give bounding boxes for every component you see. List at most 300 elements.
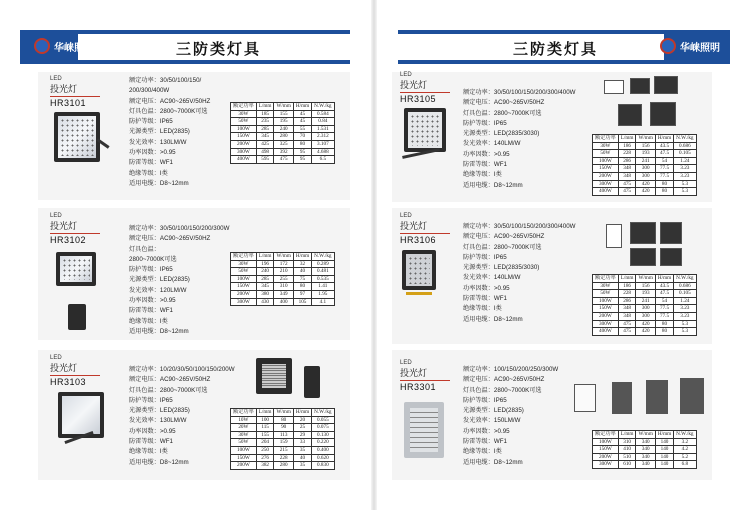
product-heading [50,355,100,387]
table-cell: 150W [593,446,619,454]
table-cell: 475 [618,328,636,336]
product-heading [50,76,100,108]
brand-emblem-icon [34,38,50,54]
product-category: 投光灯 [400,80,428,90]
floodlight-back-image [256,358,292,394]
table-row [231,462,335,470]
spec-line: 发光效率：130LM/W [129,138,187,146]
product-model: HR3106 [400,235,437,245]
table-cell: 0.289 [312,260,334,268]
table-cell: 0.686 [674,282,696,290]
brand-name: 华崃照明 [54,42,94,54]
page-spine [371,0,377,510]
table-cell: 20 [293,416,311,424]
table-cell: 172 [274,260,293,268]
spec-line: 防护等级：IP65 [463,119,507,127]
table-cell: 200W [231,290,257,298]
table-cell: 228 [618,150,636,158]
spec-line: 灯具色温： [129,245,160,253]
table-header-cell: H/mm [655,431,673,439]
table-cell: 80 [293,140,311,148]
spec-line: 绝缘等级：I类 [463,305,502,313]
product-heading [400,360,450,392]
table-header-cell: N.W./kg [312,253,334,261]
floodlight-image [402,250,436,290]
product-model: HR3105 [400,94,437,104]
table-row [593,438,697,446]
table-cell: 0.130 [312,431,334,439]
table-header-cell: W/mm [274,253,293,261]
table-header-cell: H/mm [655,275,673,283]
drawing-side [606,224,622,248]
table-cell: 280 [274,462,293,470]
spec-line: 适用电缆：D8~12mm [463,181,523,189]
table-cell: 300 [636,305,655,313]
brand-logo-right [660,38,720,54]
table-row [231,260,335,268]
table-row [593,142,697,150]
table-cell: 4.688 [312,148,334,156]
table-cell: 255 [274,275,293,283]
spec-line: 额定电压：AC90~265V/50HZ [129,235,211,243]
spec-line: 适用电缆：D8~12mm [463,315,523,323]
table-cell: 150W [231,454,257,462]
brand-emblem-icon [660,38,676,54]
lamp-bracket [406,292,432,295]
table-cell: 200W [593,453,619,461]
section-title-right: 三防类灯具 [513,41,599,58]
table-cell: 300W [231,148,257,156]
table-header-cell: L/mm [618,135,636,143]
spec-line: 额定功率：30/50/100/150/200/300W [129,225,230,232]
table-cell: 392 [274,148,293,156]
table-cell: 150W [593,165,619,173]
table-cell: 285 [256,275,274,283]
table-cell: 10W [231,416,257,424]
table-cell: 475 [274,156,293,164]
table-cell: 100W [231,275,257,283]
spec-line: 防护等级：IP65 [463,396,507,404]
drawing-100w [654,76,678,94]
table-cell: 340 [636,438,655,446]
table-cell: 3.23 [674,305,696,313]
table-cell: 43.5 [655,282,673,290]
table-cell: 380 [256,290,274,298]
table-row [231,424,335,432]
table-cell: 340 [636,446,655,454]
spec-line: 功率因数：>0.95 [463,150,510,158]
table-cell: 54 [655,157,673,165]
table-cell: 100W [593,297,619,305]
table-cell: 300W [593,180,619,188]
table-cell: 0.84 [312,118,334,126]
table-cell: 475 [618,320,636,328]
table-cell: 0.481 [312,268,334,276]
spec-line: 发光效率：150LM/W [463,417,521,425]
table-cell: 240 [274,125,293,133]
table-cell: 156 [636,282,655,290]
table-cell: 100 [256,416,274,424]
table-cell: 475 [618,180,636,188]
table-row [231,133,335,141]
table-cell: 0.220 [312,439,334,447]
table-cell: 4.2 [674,446,696,454]
table-row [231,110,335,118]
table-cell: 105 [293,298,311,306]
table-cell: 186 [618,282,636,290]
table-row [231,283,335,291]
drawing-module-4 [680,378,704,414]
table-cell: 1.95 [312,290,334,298]
floodlight-image [58,392,104,438]
table-cell: 3.23 [674,172,696,180]
table-row [593,172,697,180]
product-model: HR3101 [50,98,87,108]
drawing-front-2 [660,222,682,244]
table-cell: 50W [231,268,257,276]
table-cell: 400W [593,328,619,336]
section-title-left: 三防类灯具 [176,41,262,58]
product-model: HR3103 [50,377,87,387]
table-cell: 100W [231,125,257,133]
table-cell: 195 [274,118,293,126]
table-cell: 610 [618,461,636,469]
floodlight-image [54,112,100,162]
spec-line: 防雷等级：WF1 [463,295,507,303]
table-row [231,156,335,164]
table-cell: 77.5 [655,305,673,313]
product-tag: LED [400,213,412,219]
table-row [593,312,697,320]
module-floodlight-image [404,402,444,458]
table-cell: 185 [256,110,274,118]
floodlight-image [56,252,96,286]
spec-line: 额定功率：30/50/100/150/200/300/400W [463,89,576,96]
table-cell: 193 [636,150,655,158]
table-cell: 420 [636,320,655,328]
table-cell: 310 [618,438,636,446]
table-header-cell: N.W./kg [674,135,696,143]
table-cell: 1.41 [312,283,334,291]
table-row [231,298,335,306]
table-cell: 50W [593,290,619,298]
spec-line: 防雷等级：WF1 [463,161,507,169]
table-row [231,416,335,424]
table-cell: 50W [593,150,619,158]
table-cell: 47.5 [655,150,673,158]
table-cell: 228 [274,454,293,462]
table-cell: 80 [293,283,311,291]
floodlight-side-image [68,304,86,330]
spec-line: 光源类型：LED(2835) [129,276,190,284]
spec-line: 绝缘等级：I类 [129,317,168,325]
table-cell: 325 [274,140,293,148]
heading-underline [400,380,450,381]
spec-line: 额定电压：AC90~265V/50HZ [463,99,545,107]
table-cell: 80 [655,328,673,336]
table-cell: 3.2 [674,438,696,446]
spec-list [463,88,575,191]
table-cell: 77.5 [655,312,673,320]
table-cell: 33 [293,439,311,447]
table-row [593,157,697,165]
drawing-50w [630,78,650,94]
table-cell: 5.3 [674,320,696,328]
spec-line: 光源类型：LED(2835) [463,407,524,415]
product-tag: LED [50,355,62,361]
table-cell: 80 [274,416,293,424]
table-cell: 55 [293,125,311,133]
heading-underline [50,233,100,234]
table-cell: 200W [231,462,257,470]
table-cell: 0.055 [312,416,334,424]
table-cell: 400 [274,298,293,306]
table-cell: 140 [655,453,673,461]
table-cell: 300W [593,461,619,469]
table-row [593,165,697,173]
table-cell: 0.400 [312,446,334,454]
spec-line: 光源类型：LED(2835/3030) [463,264,540,272]
table-row [593,320,697,328]
table-row [593,188,697,196]
table-row [231,439,335,447]
table-cell: 5.2 [674,453,696,461]
spec-line: 适用电缆：D8~12mm [463,458,523,466]
spec-list [129,365,235,468]
product-category: 投光灯 [400,221,428,231]
table-cell: 70 [293,133,311,141]
product-tag: LED [50,213,62,219]
table-cell: 276 [256,454,274,462]
table-cell: 240 [256,268,274,276]
heading-underline [400,233,450,234]
table-row [593,305,697,313]
heading-underline [400,92,450,93]
table-cell: 228 [618,290,636,298]
spec-line: 灯具色温：2800~7000K可选 [463,109,542,117]
table-header-cell: 额定功率 [593,135,619,143]
table-cell: 196 [256,260,274,268]
spec-line: 额定电压：AC90~265V/50HZ [129,97,211,105]
drawing-module-3 [646,380,668,414]
product-category: 投光灯 [400,368,428,378]
table-cell: 475 [618,188,636,196]
spec-line: 灯具色温：2800~7000K可选 [463,386,542,394]
table-cell: 40 [293,454,311,462]
table-cell: 400W [231,156,257,164]
table-header-cell: W/mm [274,103,293,111]
product-heading [400,72,450,104]
header-band [0,24,749,66]
table-cell: 50W [231,439,257,447]
table-cell: 6.5 [312,156,334,164]
spec-line: 光源类型：LED(2835/3030) [463,130,540,138]
spec-line: 适用电缆：D8~12mm [129,179,189,187]
spec-line: 防雷等级：WF1 [129,159,173,167]
table-header-cell: N.W./kg [674,431,696,439]
table-header-cell: 额定功率 [231,103,257,111]
table-header-cell: W/mm [636,135,655,143]
table-cell: 95 [293,156,311,164]
table-cell: 45 [293,118,311,126]
product-model: HR3102 [50,235,87,245]
table-cell: 20W [231,424,257,432]
spec-line: 适用电缆：D8~12mm [129,327,189,335]
table-cell: 100W [593,438,619,446]
table-cell: 155 [256,431,274,439]
table-row [593,297,697,305]
table-cell: 510 [618,453,636,461]
table-cell: 210 [274,268,293,276]
table-cell: 3.23 [674,165,696,173]
spec-line: 额定功率：30/50/100/150/ [129,77,202,84]
table-cell: 43.5 [655,142,673,150]
table-header-cell: L/mm [256,103,274,111]
table-cell: 54 [655,297,673,305]
spec-line: 功率因数：>0.95 [129,149,176,157]
table-cell: 300 [636,165,655,173]
table-cell: 77.5 [655,165,673,173]
table-cell: 280 [274,133,293,141]
product-tag: LED [50,76,62,82]
table-row [231,268,335,276]
table-cell: 159 [274,439,293,447]
dimension-table [230,408,335,470]
table-cell: 100W [593,157,619,165]
table-cell: 0.105 [674,150,696,158]
table-row [231,125,335,133]
spec-line: 绝缘等级：I类 [463,448,502,456]
table-cell: 30W [593,282,619,290]
table-row [593,180,697,188]
spec-line: 功率因数：>0.95 [463,427,510,435]
spec-line: 发光效率：120LM/W [129,286,187,294]
table-row [231,148,335,156]
spec-line: 适用电缆：D8~12mm [129,458,189,466]
table-header-cell: L/mm [256,253,274,261]
table-header-cell: H/mm [655,135,673,143]
table-cell: 420 [636,180,655,188]
table-header-cell: L/mm [618,275,636,283]
floodlight-image [404,108,446,152]
table-row [593,282,697,290]
drawing-module-1 [574,384,596,412]
table-cell: 300W [593,320,619,328]
product-tag: LED [400,360,412,366]
table-header-cell: H/mm [293,253,311,261]
table-cell: 286 [618,157,636,165]
table-cell: 349 [274,290,293,298]
table-cell: 241 [636,297,655,305]
table-cell: 250 [256,446,274,454]
table-cell: 420 [636,328,655,336]
spec-line: 防护等级：IP65 [463,253,507,261]
spec-line: 防雷等级：WF1 [129,438,173,446]
table-cell: 0.075 [312,424,334,432]
table-cell: 286 [618,297,636,305]
table-cell: 30W [231,260,257,268]
table-row [593,328,697,336]
table-cell: 348 [618,312,636,320]
table-header-cell: W/mm [274,409,293,417]
table-cell: 0.686 [674,142,696,150]
table-cell: 0.105 [674,290,696,298]
table-header-row [231,253,335,261]
table-header-cell: H/mm [293,103,311,111]
spec-line: 额定电压：AC90~265V/50HZ [129,376,211,384]
table-cell: 3.23 [674,312,696,320]
table-cell: 140 [655,446,673,454]
table-cell: 75 [293,275,311,283]
table-cell: 300 [636,312,655,320]
table-cell: 150W [231,283,257,291]
table-cell: 5.3 [674,328,696,336]
table-cell: 0.620 [312,454,334,462]
table-cell: 5.3 [674,180,696,188]
table-cell: 400W [593,188,619,196]
table-cell: 200W [231,140,257,148]
table-row [593,461,697,469]
table-cell: 1.24 [674,157,696,165]
table-cell: 4.1 [312,298,334,306]
table-cell: 140 [655,461,673,469]
table-cell: 47.5 [655,290,673,298]
table-cell: 50W [231,118,257,126]
table-cell: 430 [256,298,274,306]
table-cell: 6.8 [674,461,696,469]
product-tag: LED [400,72,412,78]
spec-list [463,365,558,468]
table-cell: 97 [293,290,311,298]
table-cell: 204 [256,439,274,447]
spec-line: 功率因数：>0.95 [129,297,176,305]
table-cell: 3.107 [312,140,334,148]
table-cell: 40 [293,268,311,276]
spec-line: 发光效率：130LM/W [129,417,187,425]
table-cell: 348 [618,305,636,313]
table-cell: 5.3 [674,188,696,196]
table-cell: 35 [293,446,311,454]
table-cell: 100W [231,446,257,454]
table-header-cell: W/mm [636,275,655,283]
product-model: HR3301 [400,382,437,392]
table-cell: 215 [274,446,293,454]
spec-line: 光源类型：LED(2835) [129,407,190,415]
table-cell: 410 [618,446,636,454]
table-cell: 193 [636,290,655,298]
spec-line: 绝缘等级：I类 [129,448,168,456]
floodlight-side-image [304,366,320,398]
spec-list [129,76,210,189]
spec-line: 额定功率：10/20/30/50/100/150/200W [129,366,235,373]
table-cell: 498 [256,148,274,156]
spec-line: 防雷等级：WF1 [463,438,507,446]
table-row [231,140,335,148]
heading-underline [50,375,100,376]
table-cell: 115 [256,424,274,432]
table-row [231,446,335,454]
table-header-row [593,135,697,143]
table-cell: 80 [655,180,673,188]
table-header-cell: N.W./kg [312,103,334,111]
table-header-cell: 额定功率 [593,275,619,283]
table-cell: 30W [231,110,257,118]
table-cell: 0.535 [312,275,334,283]
table-header-cell: N.W./kg [674,275,696,283]
drawing-front-4 [660,248,682,266]
spec-line: 发光效率：140LM/W [463,274,521,282]
table-header-cell: W/mm [636,431,655,439]
